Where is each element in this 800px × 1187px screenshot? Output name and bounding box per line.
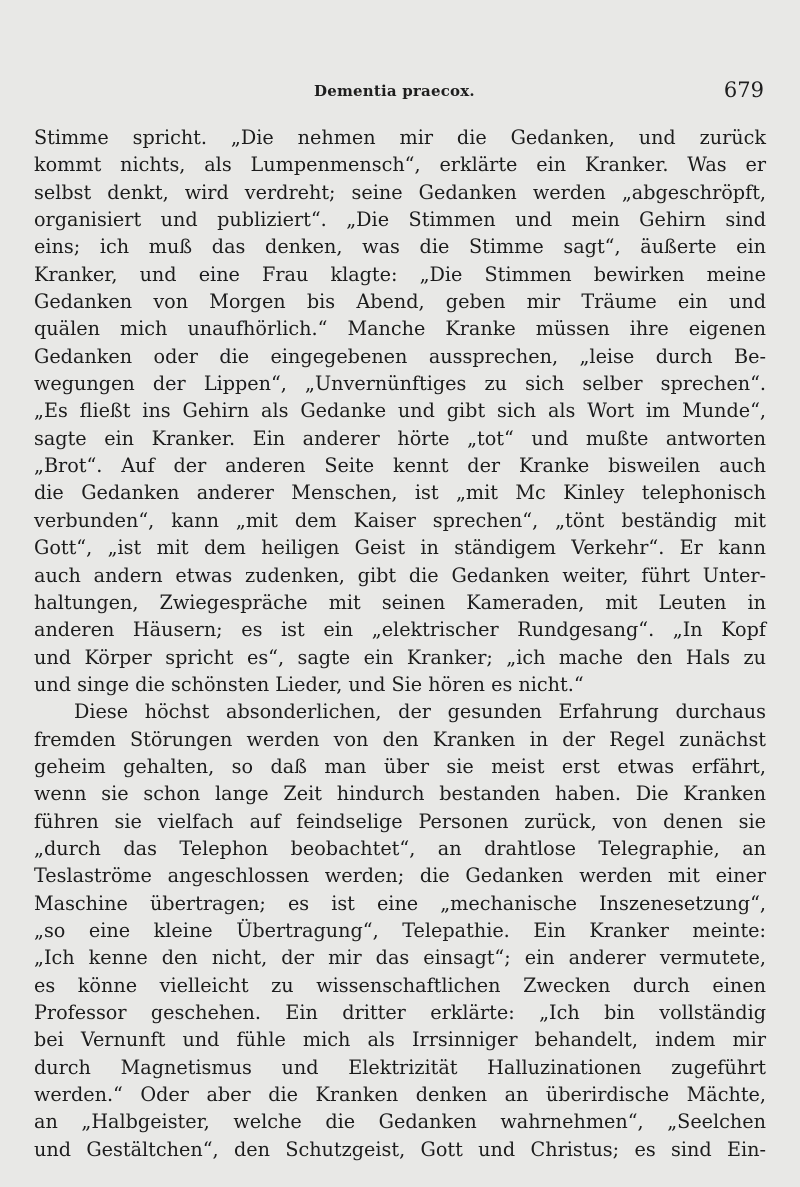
text-line: verbunden“, kann „mit dem Kaiser sprechen“, „tönt beständig mit (34, 508, 766, 532)
text-line: auch andern etwas zudenken, gibt die Gedanken weiter, führt Unter- (34, 563, 766, 587)
text-line: führen sie vielfach auf feindselige Personen zurück, von denen sie (34, 809, 766, 833)
text-line: Stimme spricht. „Die nehmen mir die Gedanken, und zurück (34, 126, 766, 149)
text-line: anderen Häusern; es ist ein „elektrischer Rundgesang“. „In Kopf (34, 618, 766, 642)
text-line: bei Vernunft und fühle mich als Irrsinniger behandelt, indem mir (34, 1028, 766, 1052)
text-line: wegungen der Lippen“, „Unvernünftiges zu sich selber sprechen“. (34, 372, 766, 396)
text-line: selbst denkt, wird verdreht; seine Gedanken werden „abgeschröpft, (34, 180, 766, 204)
text-line: Kranker, und eine Frau klagte: „Die Stimmen bewirken meine (34, 262, 766, 286)
text-line: an „Halbgeister, welche die Gedanken wahrnehmen“, „Seelchen (34, 1110, 766, 1134)
text-line: „Brot“. Auf der anderen Seite kennt der Kranke bisweilen auch (34, 454, 766, 478)
text-line: „Es fließt ins Gehirn als Gedanke und gibt sich als Wort im Munde“, (34, 399, 766, 423)
text-line: kommt nichts, als Lumpenmensch“, erklärte ein Kranker. Was er (34, 153, 766, 177)
text-line: haltungen, Zwiegespräche mit seinen Kameraden, mit Leuten in (34, 590, 766, 614)
text-line: wenn sie schon lange Zeit hindurch bestanden haben. Die Kranken (34, 782, 766, 806)
text-line: und Körper spricht es“, sagte ein Kranker; „ich mache den Hals zu (34, 645, 766, 669)
text-line: Professor geschehen. Ein dritter erklärte: „Ich bin vollständig (34, 1001, 766, 1024)
text-line: durch Magnetismus und Elektrizität Halluzinationen zugeführt (34, 1055, 766, 1079)
body-text (34, 124, 766, 1163)
text-line: Maschine übertragen; es ist eine „mechanische Inszenesetzung“, (34, 891, 766, 915)
text-line: geheim gehalten, so daß man über sie meist erst etwas erfährt, (34, 754, 766, 778)
text-line: quälen mich unaufhörlich.“ Manche Kranke müssen ihre eigenen (34, 317, 766, 341)
text-line: sagte ein Kranker. Ein anderer hörte „tot“ und mußte antworten (34, 426, 766, 450)
text-line: werden.“ Oder aber die Kranken denken an überirdische Mächte, (34, 1083, 766, 1107)
text-line: und Gestältchen“, den Schutzgeist, Gott und Christus; es sind Ein- (34, 1137, 766, 1161)
running-title: Dementia praecox. (314, 82, 475, 100)
text-line: Gedanken von Morgen bis Abend, geben mir Träume ein und (34, 290, 766, 314)
text-line: die Gedanken anderer Menschen, ist „mit Mc Kinley telephonisch (34, 481, 766, 505)
text-line: Gott“, „ist mit dem heiligen Geist in ständigem Verkehr“. Er kann (34, 536, 766, 560)
text-line: „durch das Telephon beobachtet“, an drahtlose Telegraphie, an (34, 836, 766, 860)
text-line: eins; ich muß das denken, was die Stimme sagt“, äußerte ein (34, 235, 766, 259)
text-line: „Ich kenne den nicht, der mir das einsagt“; ein anderer vermutete, (34, 946, 766, 970)
text-line: fremden Störungen werden von den Kranken in der Regel zunächst (34, 727, 766, 751)
text-line: Teslaströme angeschlossen werden; die Gedanken werden mit einer (34, 864, 766, 888)
text-line: und singe die schönsten Lieder, und Sie hören es nicht.“ (34, 672, 584, 696)
page-number: 679 (723, 78, 764, 102)
text-line: Diese höchst absonderlichen, der gesunden Erfahrung durchaus (74, 700, 766, 724)
text-line: „so eine kleine Übertragung“, Telepathie. Ein Kranker meinte: (34, 918, 766, 942)
text-line: organisiert und publiziert“. „Die Stimmen und mein Gehirn sind (34, 208, 766, 232)
page-header (34, 80, 764, 110)
text-line: Gedanken oder die eingegebenen aussprechen, „leise durch Be- (34, 344, 766, 368)
text-line: es könne vielleicht zu wissenschaftlichen Zwecken durch einen (34, 973, 766, 997)
